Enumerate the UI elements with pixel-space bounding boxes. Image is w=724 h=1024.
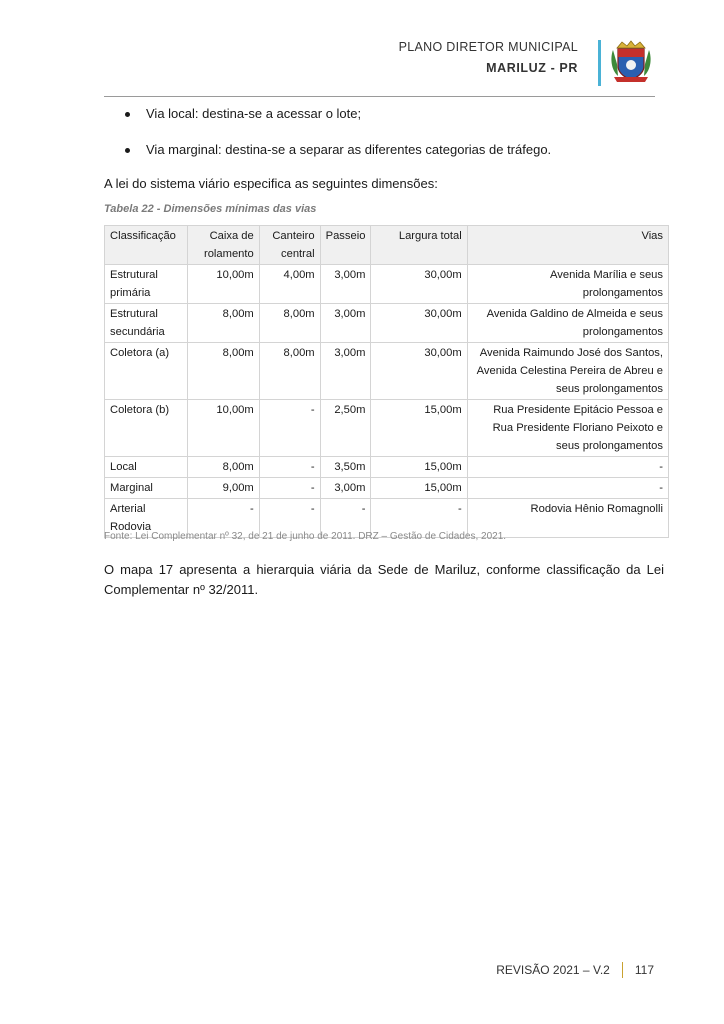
table-cell: 30,00m: [371, 343, 467, 400]
table-cell: Coletora (a): [105, 343, 188, 400]
road-dimensions-table: [104, 225, 669, 538]
table-row: [105, 343, 669, 400]
table-cell: Coletora (b): [105, 400, 188, 457]
list-item: [125, 106, 551, 142]
table-cell: 8,00m: [187, 304, 259, 343]
table-cell: Marginal: [105, 478, 188, 499]
table-cell: 15,00m: [371, 400, 467, 457]
bullet-dot: [125, 112, 130, 117]
column-header: Largura total: [371, 226, 467, 265]
table-cell: 10,00m: [187, 265, 259, 304]
table-cell: Avenida Galdino de Almeida e seus prolongamentos: [467, 304, 668, 343]
table-cell: Estrutural secundária: [105, 304, 188, 343]
table-cell: -: [467, 457, 668, 478]
table-cell: -: [187, 499, 259, 538]
table-cell: -: [259, 457, 320, 478]
table-cell: -: [320, 499, 371, 538]
table-row: [105, 400, 669, 457]
page-number: 117: [634, 963, 654, 977]
table-cell: 30,00m: [371, 304, 467, 343]
table-cell: 8,00m: [187, 343, 259, 400]
table-caption: Tabela 22 - Dimensões mínimas das vias: [104, 203, 317, 215]
table-row: [105, 265, 669, 304]
table-cell: 15,00m: [371, 478, 467, 499]
table-cell: 3,00m: [320, 304, 371, 343]
table-cell: -: [259, 400, 320, 457]
header-divider: [104, 96, 655, 97]
list-item: [125, 142, 551, 178]
bullet-text: Via marginal: destina-se a separar as diferentes categorias de tráfego.: [146, 142, 552, 157]
table-cell: 3,00m: [320, 265, 371, 304]
table-cell: Local: [105, 457, 188, 478]
table-cell: 8,00m: [259, 343, 320, 400]
column-header: Caixa de rolamento: [187, 226, 259, 265]
table-cell: 8,00m: [187, 457, 259, 478]
municipal-coat-of-arms-icon: [608, 38, 654, 84]
bullet-list: [125, 106, 551, 178]
table-header-row: [105, 226, 669, 265]
table-row: [105, 478, 669, 499]
revision-label: REVISÃO 2021 – V.2: [496, 963, 610, 977]
column-header: Classificação: [105, 226, 188, 265]
table-source: Fonte: Lei Complementar nº 32, de 21 de junho de 2011. DRZ – Gestão de Cidades, 2021.: [104, 531, 507, 542]
footer-divider: [622, 962, 623, 978]
page-header: [399, 40, 578, 75]
body-paragraph: O mapa 17 apresenta a hierarquia viária da Sede de Mariluz, conforme classificação da Lei Complementar nº 32/2011.: [104, 562, 664, 597]
table-cell: -: [467, 478, 668, 499]
column-header: Passeio: [320, 226, 371, 265]
table-cell: Rodovia Hênio Romagnolli: [467, 499, 668, 538]
table-cell: 2,50m: [320, 400, 371, 457]
table-cell: Avenida Marília e seus prolongamentos: [467, 265, 668, 304]
column-header: Canteiro central: [259, 226, 320, 265]
table-cell: Arterial Rodovia: [105, 499, 188, 538]
bullet-dot: [125, 148, 130, 153]
header-subtitle: MARILUZ - PR: [486, 61, 578, 75]
table-cell: Avenida Raimundo José dos Santos, Avenida Celestina Pereira de Abreu e seus prolongamentos: [467, 343, 668, 400]
table-cell: 9,00m: [187, 478, 259, 499]
table-cell: -: [371, 499, 467, 538]
table-row: [105, 304, 669, 343]
header-title: PLANO DIRETOR MUNICIPAL: [398, 40, 578, 54]
table-cell: 15,00m: [371, 457, 467, 478]
table-cell: 10,00m: [187, 400, 259, 457]
table-cell: 3,00m: [320, 478, 371, 499]
table-cell: 30,00m: [371, 265, 467, 304]
intro-text: A lei do sistema viário especifica as seguintes dimensões:: [104, 176, 438, 191]
table-cell: Estrutural primária: [105, 265, 188, 304]
table-row: [105, 457, 669, 478]
table-cell: Rua Presidente Epitácio Pessoa e Rua Presidente Floriano Peixoto e seus prolongamentos: [467, 400, 668, 457]
header-accent-bar: [598, 40, 601, 86]
table-cell: 4,00m: [259, 265, 320, 304]
table-cell: -: [259, 478, 320, 499]
table-cell: -: [259, 499, 320, 538]
table-cell: 8,00m: [259, 304, 320, 343]
table-cell: 3,00m: [320, 343, 371, 400]
bullet-text: Via local: destina-se a acessar o lote;: [146, 106, 362, 121]
table-cell: 3,50m: [320, 457, 371, 478]
column-header: Vias: [467, 226, 668, 265]
page-footer: [496, 962, 654, 978]
